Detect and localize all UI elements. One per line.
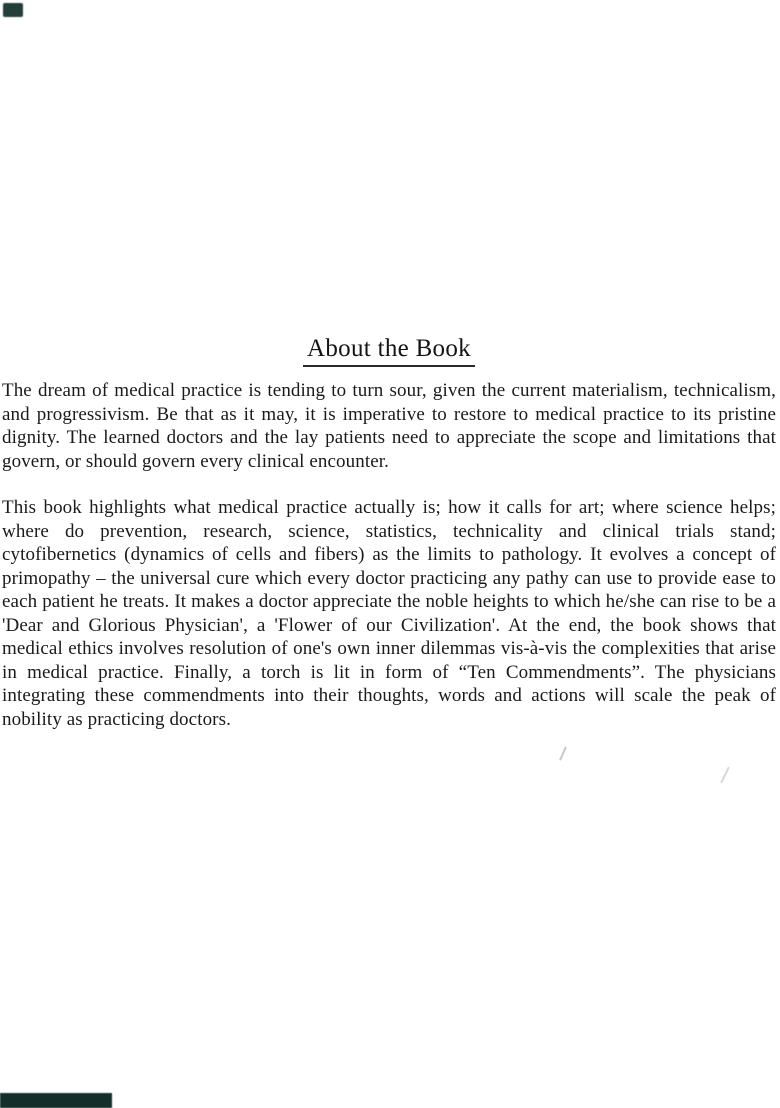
paragraph-1: The dream of medical practice is tending to turn sour, given the current materialism, technicalism, and progressivism. Be that as it may, it is imperative to restore to medical practice to its pristine dignity. The learned doctors and the lay patients need to appreciate the scope and limitations that govern, or should govern every clinical encounter.: [2, 380, 776, 472]
paragraph-2: This book highlights what medical practice actually is; how it calls for art; where science helps; where do prevention, research, science, statistics, technicality and clinical trials stand; cytofibernetics (dynamics of cells and fibers) as the limits to pathology. It evolves a concept of primopathy – the universal cure which every doctor practicing any pathy can use to provide ease to each patient he treats. It makes a doctor appreciate the noble heights to which he/she can rise to be a 'Dear and Glorious Physician', a 'Flower of our Civilization'. At the end, the book shows that medical ethics involves resolution of one's own inner dilemmas vis-à-vis the complexities that arise in medical practice. Finally, a torch is lit in form of “Ten Commendments”. The physicians integrating these commendments into their thoughts, words and actions will scale the peak of nobility as practicing doctors.: [2, 497, 776, 730]
title-container: [2, 334, 776, 367]
body-text: [2, 379, 776, 731]
scan-artifact-bottom-left: [0, 1093, 112, 1108]
scan-artifact-slash-1: [559, 746, 567, 761]
page-content: [2, 334, 776, 731]
scan-artifact-top-left: [3, 3, 23, 17]
scan-artifact-slash-2: [720, 766, 730, 783]
page-title: About the Book: [303, 334, 475, 367]
